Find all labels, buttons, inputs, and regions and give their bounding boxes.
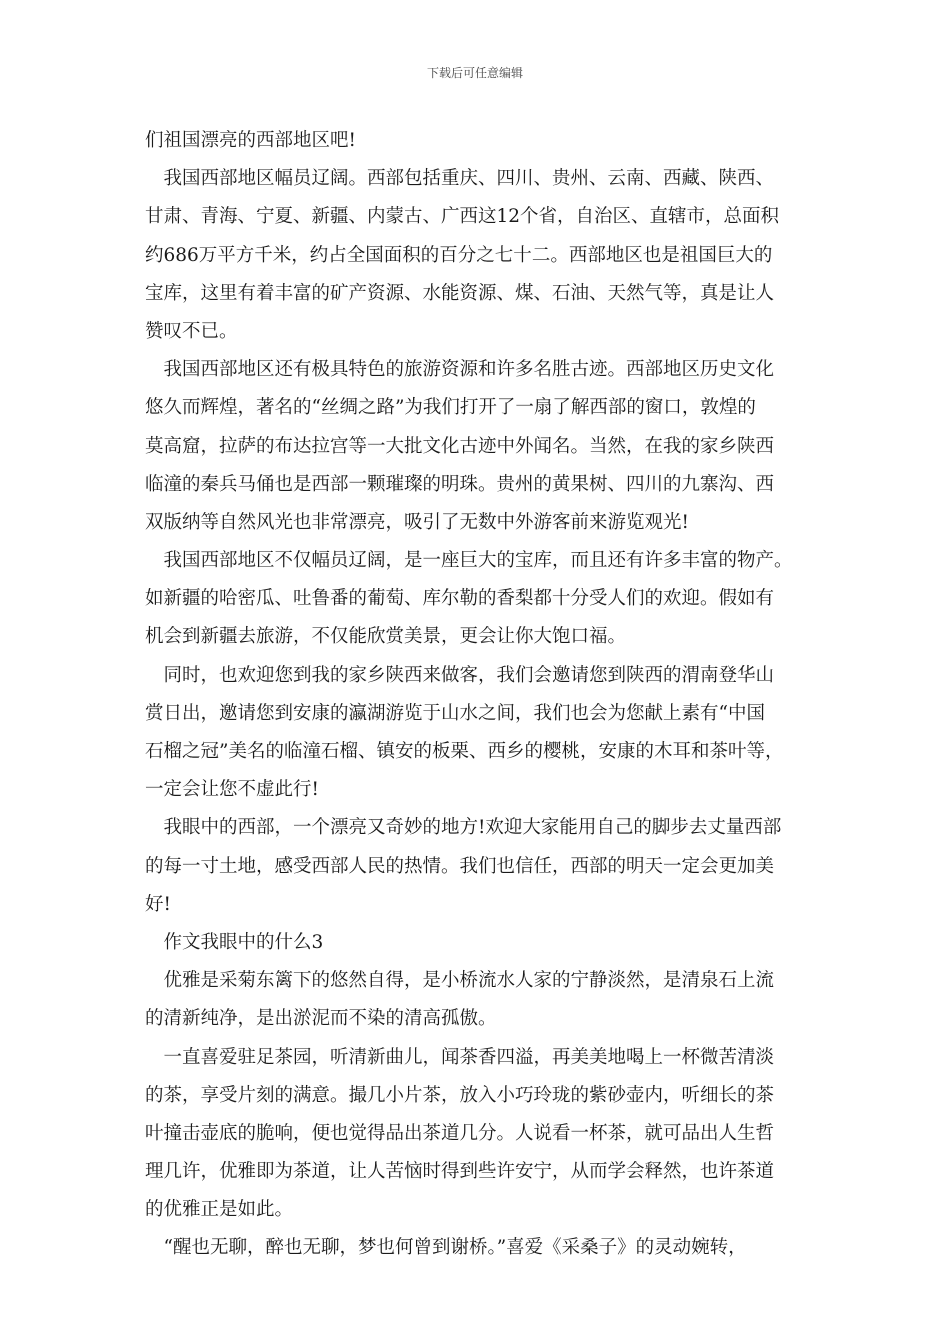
- text-line: 优雅是采菊东篱下的悠然自得，是小桥流水人家的宁静淡然，是清泉石上流: [145, 970, 775, 992]
- text-line: 我眼中的西部，一个漂亮又奇妙的地方!欢迎大家能用自己的脚步去丈量西部: [145, 817, 782, 839]
- text-line: 甘肃、青海、宁夏、新疆、内蒙古、广西这12个省，自治区、直辖市，总面积: [145, 206, 780, 228]
- text-line: 的清新纯净，是出淤泥而不染的清高孤傲。: [145, 1008, 497, 1030]
- text-line: 的优雅正是如此。: [145, 1199, 294, 1221]
- text-line: 我国西部地区幅员辽阔。西部包括重庆、四川、贵州、云南、西藏、陕西、: [145, 168, 775, 190]
- text-line: 石榴之冠”美名的临潼石榴、镇安的板栗、西乡的樱桃，安康的木耳和茶叶等，: [145, 741, 784, 762]
- text-line: 双版纳等自然风光也非常漂亮，吸引了无数中外游客前来游览观光!: [145, 511, 689, 533]
- text-line: 莫高窟，拉萨的布达拉宫等一大批文化古迹中外闻名。当然，在我的家乡陕西: [145, 435, 775, 457]
- text-line: 约686万平方千米，约占全国面积的百分之七十二。西部地区也是祖国巨大的: [145, 244, 773, 266]
- text-line: 叶撞击壶底的脆响，便也觉得品出茶道几分。人说看一杯茶，就可品出人生哲: [145, 1122, 775, 1144]
- text-line: 我国西部地区还有极具特色的旅游资源和许多名胜古迹。西部地区历史文化: [145, 359, 775, 381]
- text-line: 同时，也欢迎您到我的家乡陕西来做客，我们会邀请您到陕西的渭南登华山: [145, 664, 775, 686]
- document-body: [145, 122, 825, 1268]
- section-heading: 作文我眼中的什么3: [145, 931, 324, 953]
- text-line: 宝库，这里有着丰富的矿产资源、水能资源、煤、石油、天然气等，真是让人: [145, 282, 775, 304]
- text-line: 我国西部地区不仅幅员辽阔，是一座巨大的宝库，而且还有许多丰富的物产。: [145, 550, 793, 572]
- text-line: 如新疆的哈密瓜、吐鲁番的葡萄、库尔勒的香梨都十分受人们的欢迎。假如有: [145, 588, 775, 610]
- text-line: 临潼的秦兵马俑也是西部一颗璀璨的明珠。贵州的黄果树、四川的九寨沟、西: [145, 473, 775, 495]
- text-line: 赏日出，邀请您到安康的瀛湖游览于山水之间，我们也会为您献上素有“中国: [145, 702, 765, 724]
- text-line: “醒也无聊，醉也无聊，梦也何曾到谢桥。”喜爱《采桑子》的灵动婉转，: [145, 1237, 747, 1259]
- text-line: 赞叹不已。: [145, 320, 238, 342]
- text-line: 理几许，优雅即为茶道，让人苦恼时得到些许安宁，从而学会释然，也许茶道: [145, 1161, 775, 1183]
- text-line: 的茶，享受片刻的满意。撮几小片茶，放入小巧玲珑的紫砂壶内，听细长的茶: [145, 1084, 775, 1106]
- page-header: 下载后可任意编辑: [426, 66, 523, 80]
- text-line: 好!: [145, 893, 171, 915]
- text-line: 悠久而辉煌，著名的“丝绸之路”为我们打开了一扇了解西部的窗口，敦煌的: [145, 397, 756, 419]
- text-line: 一定会让您不虚此行!: [145, 779, 319, 801]
- text-line: 们祖国漂亮的西部地区吧!: [145, 130, 356, 151]
- text-line: 一直喜爱驻足茶园，听清新曲儿，闻茶香四溢，再美美地喝上一杯微苦清淡: [145, 1046, 775, 1068]
- text-line: 机会到新疆去旅游，不仅能欣赏美景，更会让你大饱口福。: [145, 626, 627, 648]
- text-line: 的每一寸土地，感受西部人民的热情。我们也信任，西部的明天一定会更加美: [145, 855, 775, 877]
